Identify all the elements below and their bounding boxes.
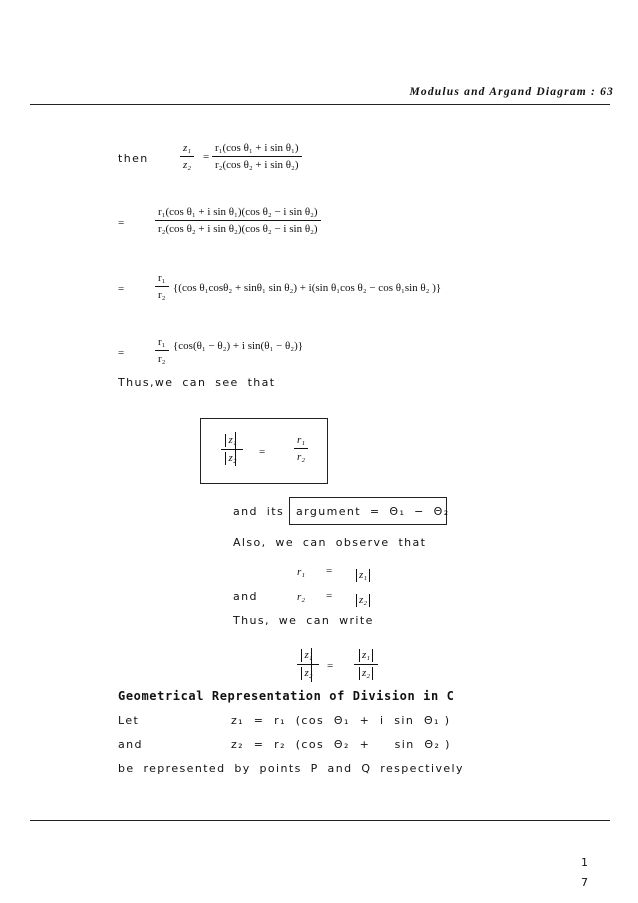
conjugate-numerator: r₁(cos θ₁ + i sin θ₁)(cos θ₂ − i sin θ₂) bbox=[158, 206, 318, 218]
polar-ratio-fraction bbox=[212, 142, 302, 171]
thus-line: Thus,we can see that bbox=[118, 376, 276, 389]
r1-symbol: r₁ bbox=[297, 566, 306, 578]
abs-z2: z₂ bbox=[301, 667, 314, 680]
fraction-bar bbox=[297, 664, 319, 665]
fraction-bar bbox=[354, 664, 378, 665]
fraction-bar bbox=[294, 448, 308, 449]
expanded-expression: {(cos θ₁cosθ₂ + sinθ₁ sin θ₂) + i(sin θ₁cos θ₂ − cos θ₁sin θ₂ )} bbox=[173, 282, 442, 294]
equals-sign: = bbox=[118, 217, 125, 229]
conjugate-denominator: r₂(cos θ₂ + i sin θ₂)(cos θ₂ − i sin θ₂) bbox=[158, 223, 318, 235]
final-rhs-fraction bbox=[354, 649, 378, 680]
page-number-line1: 1 bbox=[581, 856, 588, 869]
abs-z1: z₁ bbox=[225, 434, 238, 447]
abs-z1: z₁ bbox=[359, 649, 373, 662]
thus-write-line: Thus, we can write bbox=[233, 614, 374, 627]
and-label: and bbox=[118, 738, 143, 751]
equals-sign: = bbox=[326, 590, 333, 602]
r2-denominator: r₂ bbox=[297, 451, 306, 463]
fraction-bar bbox=[212, 156, 302, 157]
equals-sign: = bbox=[327, 660, 334, 672]
equals-sign: = bbox=[326, 565, 333, 577]
footer-rule bbox=[30, 820, 610, 821]
r2-denominator: r₂ bbox=[158, 289, 166, 301]
fraction-bar bbox=[221, 449, 243, 450]
abs-z1-value: z₁ bbox=[356, 563, 370, 582]
modulus-z-fraction bbox=[221, 434, 243, 465]
page-header: Modulus and Argand Diagram : 63 bbox=[409, 86, 614, 98]
r1-numerator: r₁ bbox=[297, 434, 306, 446]
let-label: Let bbox=[118, 714, 140, 727]
modulus-r-fraction bbox=[294, 434, 308, 463]
fraction-bar bbox=[155, 350, 169, 351]
fraction-bar bbox=[155, 286, 169, 287]
polar-numerator: r₁(cos θ₁ + i sin θ₁) bbox=[215, 142, 299, 154]
equals-sign: = bbox=[203, 151, 210, 163]
r2-denominator: r₂ bbox=[158, 353, 166, 365]
page-number-line2: 7 bbox=[581, 876, 588, 889]
abs-z2: z₂ bbox=[225, 452, 238, 465]
final-lhs-fraction bbox=[297, 649, 319, 680]
r-ratio-fraction bbox=[155, 336, 169, 365]
equals-sign: = bbox=[259, 446, 266, 458]
simplified-expression: {cos(θ₁ − θ₂) + i sin(θ₁ − θ₂)} bbox=[173, 340, 304, 352]
and-its-label: and its bbox=[233, 505, 285, 518]
section-heading: Geometrical Representation of Division in C bbox=[118, 689, 455, 703]
abs-bar-right bbox=[235, 432, 236, 466]
abs-z2-value: z₂ bbox=[356, 588, 370, 607]
polar-denominator: r₂(cos θ₂ + i sin θ₂) bbox=[215, 159, 299, 171]
equals-sign: = bbox=[118, 347, 125, 359]
r1-numerator: r₁ bbox=[158, 272, 166, 284]
abs-z2: z₂ bbox=[359, 667, 373, 680]
fraction-bar bbox=[180, 156, 194, 157]
r-ratio-fraction bbox=[155, 272, 169, 301]
fraction-bar bbox=[155, 220, 321, 221]
z1-numerator: z₁ bbox=[183, 142, 192, 154]
z-ratio-fraction bbox=[180, 142, 194, 171]
then-label: then bbox=[118, 152, 149, 165]
conjugate-fraction bbox=[155, 206, 321, 235]
abs-z1: z₁ bbox=[301, 649, 314, 662]
represented-line: be represented by points P and Q respectively bbox=[118, 762, 464, 775]
r2-symbol: r₂ bbox=[297, 591, 306, 603]
r1-numerator: r₁ bbox=[158, 336, 166, 348]
z2-definition: z₂ = r₂ (cos Θ₂ + sin Θ₂ ) bbox=[231, 738, 451, 751]
z2-denominator: z₂ bbox=[183, 159, 192, 171]
and-label: and bbox=[233, 590, 258, 603]
abs-bar-right bbox=[311, 648, 312, 682]
argument-expression: argument = Θ₁ − Θ₂ bbox=[296, 505, 450, 518]
z1-definition: z₁ = r₁ (cos Θ₁ + i sin Θ₁ ) bbox=[231, 714, 451, 727]
also-line: Also, we can observe that bbox=[233, 536, 427, 549]
header-rule bbox=[30, 104, 610, 105]
equals-sign: = bbox=[118, 283, 125, 295]
